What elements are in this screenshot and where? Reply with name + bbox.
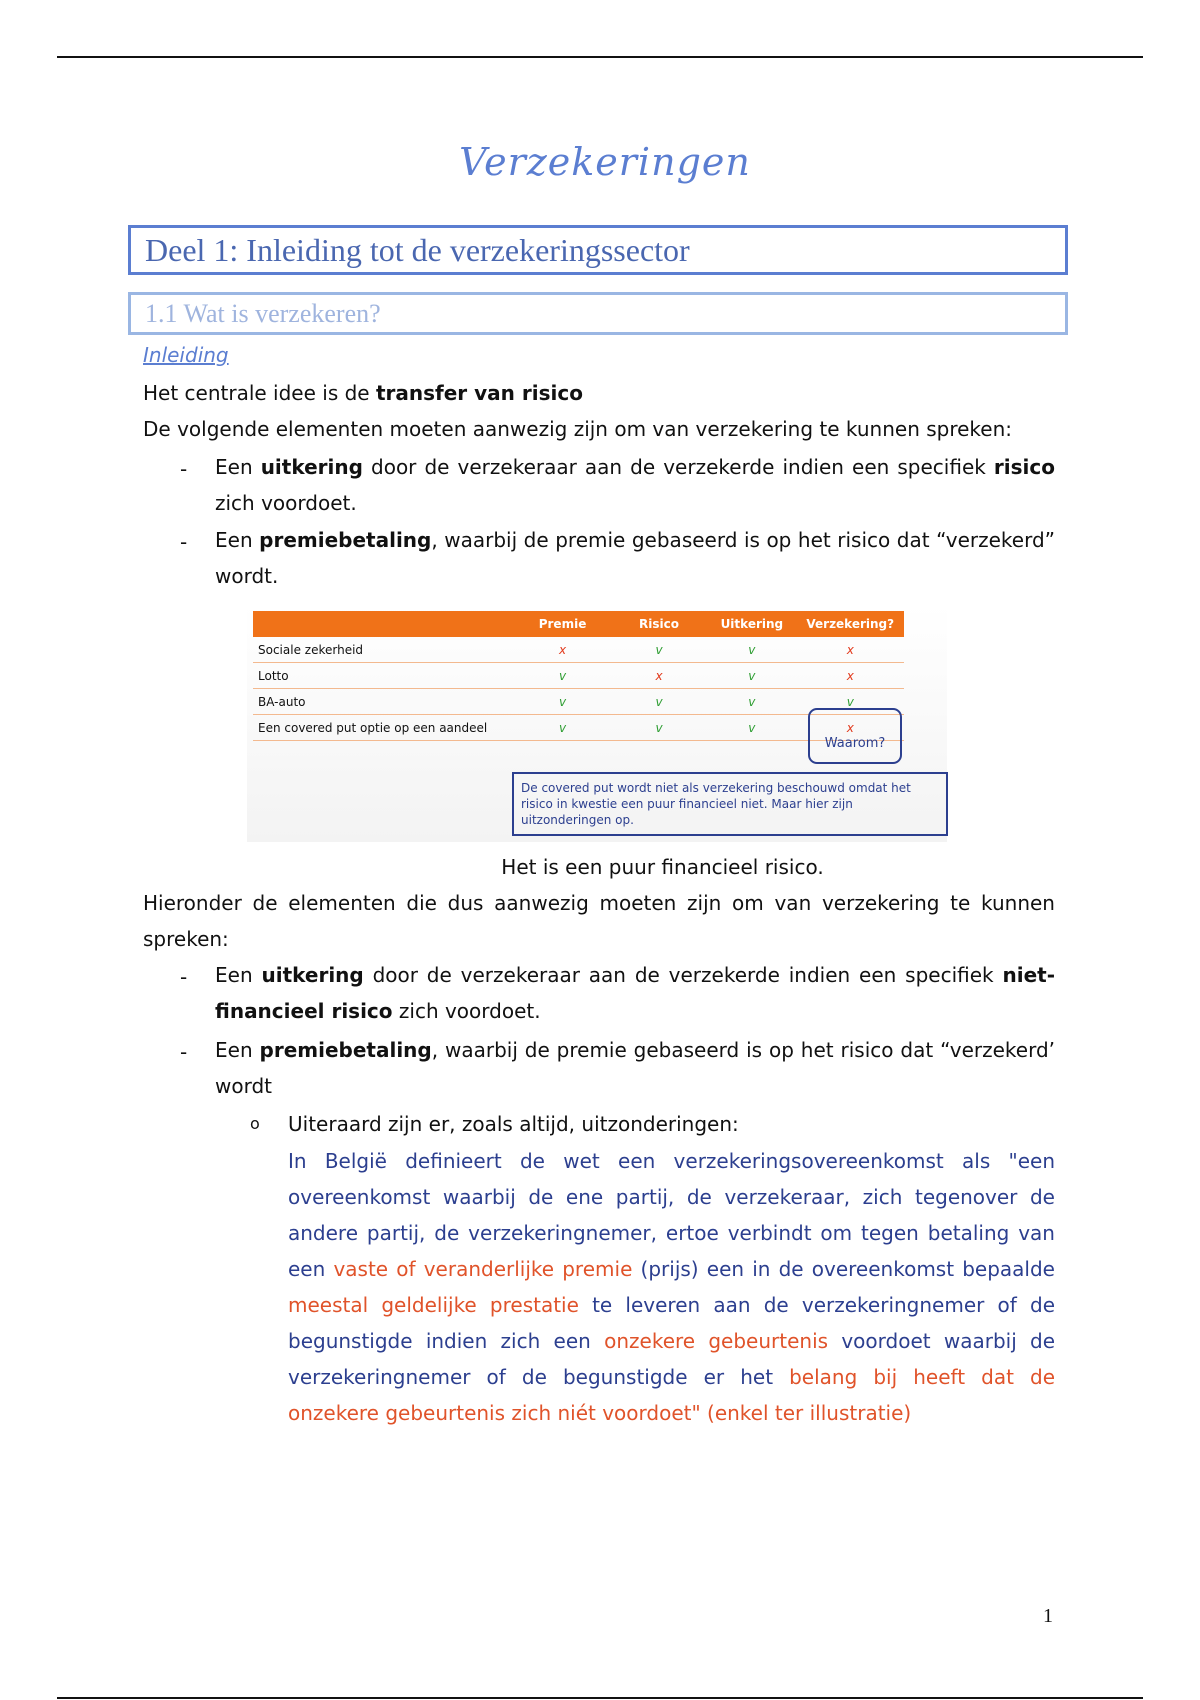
cell-mark: x: [796, 663, 904, 689]
bullet-text: Een: [215, 528, 260, 552]
table-row: [253, 689, 904, 715]
table-header-premie: Premie: [514, 611, 611, 637]
table-caption: Het is een puur financieel risico.: [501, 855, 824, 879]
intro-bold: transfer van risico: [375, 381, 583, 405]
top-rule: [57, 56, 1143, 58]
cell-mark: x: [611, 663, 707, 689]
bullet-premiebetaling: [215, 522, 1055, 594]
intro-line-2: De volgende elementen moeten aanwezig zijn om van verzekering te kunnen spreken:: [143, 417, 1013, 441]
dash-bullet: -: [180, 965, 188, 989]
bullet-uitkering-2: [215, 957, 1055, 1029]
heading-deel-1: Deel 1: Inleiding tot de verzekeringssector: [128, 225, 1068, 275]
bullet-text: Een: [215, 1038, 260, 1062]
table-header-empty: [253, 611, 514, 637]
bullet-text: door de verzekeraar aan de verzekerde indien een specifiek: [362, 455, 994, 479]
table-header-risico: Risico: [611, 611, 707, 637]
cell-mark: v: [514, 689, 611, 715]
page-number: 1: [1043, 1605, 1053, 1627]
dash-bullet: -: [180, 530, 188, 554]
dash-bullet: -: [180, 457, 188, 481]
bullet-bold: premiebetaling: [259, 528, 432, 552]
dash-bullet: -: [180, 1040, 188, 1064]
subbullet-uitzonderingen: Uiteraard zijn er, zoals altijd, uitzonderingen:: [288, 1112, 739, 1136]
bullet-text: , waarbij de premie gebaseerd is op het risico dat “verzekerd’ wordt: [215, 1038, 1055, 1098]
bottom-rule: [57, 1697, 1143, 1699]
waarom-label: Waarom?: [824, 736, 886, 751]
quote-highlight: onzekere gebeurtenis: [604, 1329, 829, 1353]
quote-text: voordoet waarbij de verzekeringnemer of de begunstigde er het: [288, 1329, 1056, 1389]
bullet-text: , waarbij de premie gebaseerd is op het risico dat “verzekerd” wordt.: [215, 528, 1055, 588]
row-label: Een covered put optie op een aandeel: [253, 715, 514, 741]
table-row: [253, 637, 904, 663]
belgium-definition-quote: [288, 1143, 1055, 1431]
table-header-uitkering: Uitkering: [707, 611, 796, 637]
quote-highlight: meestal geldelijke prestatie: [288, 1293, 579, 1317]
bullet-bold: uitkering: [261, 963, 364, 987]
bullet-text: Een: [215, 455, 261, 479]
table-header-verzekering: Verzekering?: [796, 611, 904, 637]
bullet-premiebetaling-2: [215, 1032, 1055, 1104]
cell-mark: v: [796, 689, 904, 715]
quote-highlight: belang bij heeft dat de onzekere gebeurtenis zich niét voordoet" (enkel ter illustratie): [288, 1365, 1056, 1425]
page-title: Verzekeringen: [459, 140, 751, 184]
heading-1-1: 1.1 Wat is verzekeren?: [128, 292, 1068, 335]
quote-highlight: vaste of veranderlijke premie: [333, 1257, 633, 1281]
cell-mark: v: [707, 689, 796, 715]
table-header-row: [253, 611, 904, 637]
circle-bullet: o: [250, 1114, 260, 1133]
subheading-inleiding: Inleiding: [143, 343, 229, 367]
intro-line-1: [143, 375, 583, 411]
intro-text: Het centrale idee is de: [143, 381, 376, 405]
quote-text: (prijs) een in de overeenkomst bepaalde: [632, 1257, 1055, 1281]
row-label: BA-auto: [253, 689, 514, 715]
cell-mark: v: [514, 663, 611, 689]
bullet-bold: niet-financieel risico: [215, 963, 1055, 1023]
bullet-text: zich voordoet.: [392, 999, 541, 1023]
cell-mark: v: [611, 689, 707, 715]
bullet-uitkering: [215, 449, 1055, 521]
bullet-text: door de verzekeraar aan de verzekerde indien een specifiek: [363, 963, 1003, 987]
bullet-text: zich voordoet.: [215, 491, 357, 515]
paragraph-elementen: Hieronder de elementen die dus aanwezig moeten zijn om van verzekering te kunnen spreken:: [143, 891, 1055, 951]
cell-mark: x: [514, 637, 611, 663]
cell-mark: v: [611, 637, 707, 663]
bullet-bold: risico: [993, 455, 1055, 479]
cell-mark: v: [707, 637, 796, 663]
quote-text: te leveren aan de verzekeringnemer of de begunstigde indien zich een: [288, 1293, 1055, 1353]
covered-put-note: De covered put wordt niet als verzekering beschouwd omdat het risico in kwestie een puur financieel niet. Maar hier zijn uitzonderingen op.: [512, 772, 948, 836]
cell-mark: x: [796, 715, 904, 741]
insurance-criteria-table: [253, 611, 904, 741]
table-row: [253, 715, 904, 741]
quote-text: In België definieert de wet een verzekeringsovereenkomst als "een overeenkomst waarbij de ene partij, de verzekeraar, zich tegenover de andere partij, de verzekeringnemer, ertoe verbindt om tegen betaling van een: [288, 1149, 1055, 1281]
cell-mark: v: [514, 715, 611, 741]
row-label: Sociale zekerheid: [253, 637, 514, 663]
cell-mark: v: [707, 715, 796, 741]
table-row: [253, 663, 904, 689]
cell-mark: v: [611, 715, 707, 741]
bullet-text: Een: [215, 963, 262, 987]
row-label: Lotto: [253, 663, 514, 689]
bullet-bold: uitkering: [260, 455, 363, 479]
bullet-bold: premiebetaling: [259, 1038, 432, 1062]
cell-mark: v: [707, 663, 796, 689]
cell-mark: x: [796, 637, 904, 663]
